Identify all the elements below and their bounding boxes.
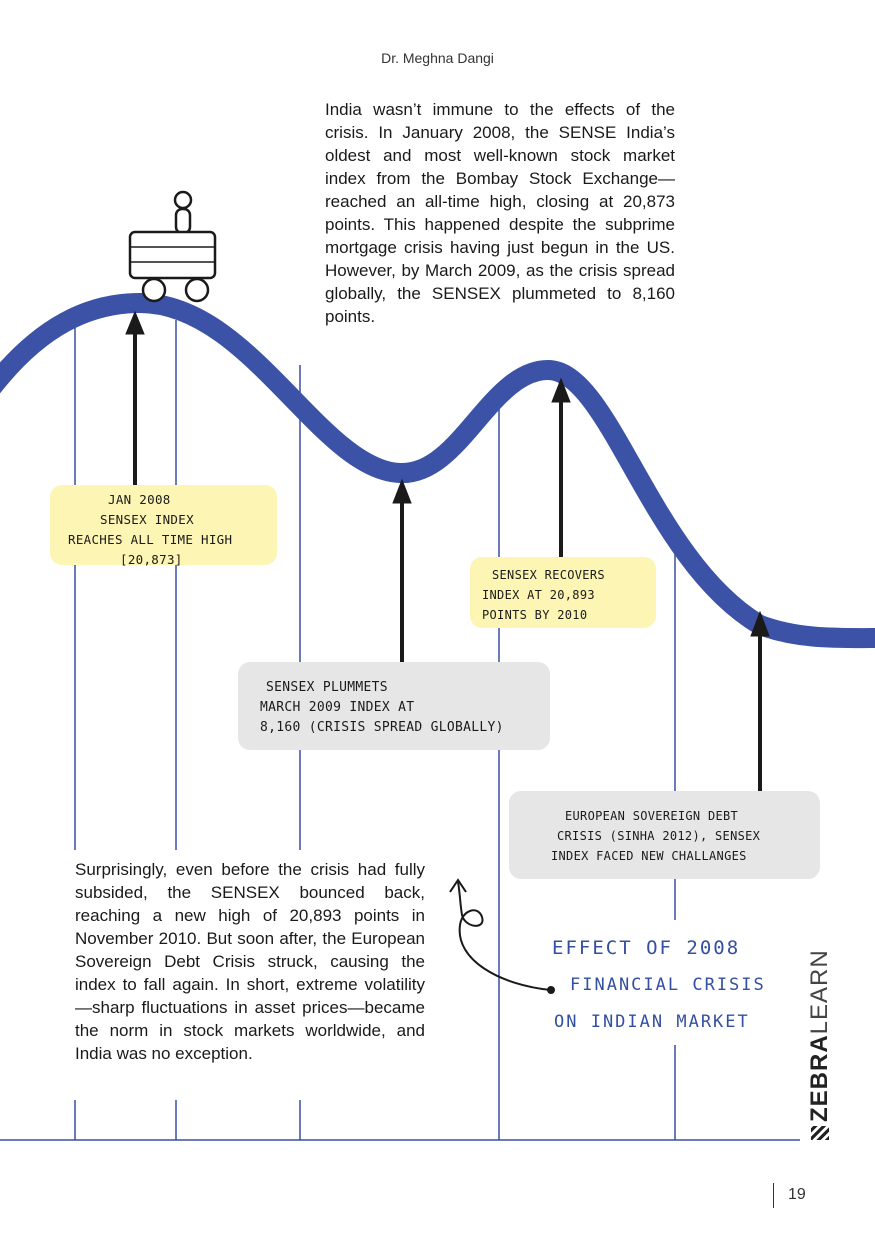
page-number: 19 xyxy=(788,1186,806,1203)
note-line: SENSEX RECOVERS xyxy=(492,568,605,582)
note-jan-2008 xyxy=(50,485,277,565)
brand-logo xyxy=(806,949,834,1140)
caption-line: FINANCIAL CRISIS xyxy=(570,975,766,995)
note-sensex-plummets xyxy=(238,662,550,750)
body-paragraph-top: India wasn’t immune to the effects of the crisis. In January 2008, the SENSE India’s oldest and most well-known stock market index from the Bombay Stock Exchange—reached an all-time high, closing at 20,873 points. This happened despite the subprime mortgage crisis having just begun in the US. However, by March 2009, as the crisis spread globally, the SENSEX plummeted to 8,160 points. xyxy=(325,100,675,326)
cart-wheel xyxy=(186,279,208,301)
body-paragraph-bottom: Surprisingly, even before the crisis had fully subsided, the SENSEX bounced back, reaching a new high of 20,893 points in November 2010. But soon after, the European Sovereign Debt Crisis struck, causing the index to fall again. In short, extreme volatility—sharp fluctuations in asset prices—became the norm in stock markets worldwide, and India was no exception. xyxy=(75,860,425,1063)
note-line: POINTS BY 2010 xyxy=(482,608,588,622)
cart-wheel xyxy=(143,279,165,301)
note-line: MARCH 2009 INDEX AT xyxy=(260,700,415,715)
caption-line: ON INDIAN MARKET xyxy=(554,1012,750,1032)
note-line: 8,160 (CRISIS SPREAD GLOBALLY) xyxy=(260,720,504,735)
author-name: Dr. Meghna Dangi xyxy=(381,50,494,66)
brand-light: LEARN xyxy=(806,949,833,1035)
arrowhead xyxy=(126,312,144,334)
sensex-wave xyxy=(0,303,875,638)
note-sensex-recovers xyxy=(470,557,656,628)
note-line: EUROPEAN SOVEREIGN DEBT xyxy=(565,809,739,823)
note-line: [20,873] xyxy=(120,552,183,567)
note-line: INDEX FACED NEW CHALLANGES xyxy=(551,849,747,863)
rider-body xyxy=(176,209,190,233)
arrowhead xyxy=(393,480,411,503)
curly-arrow-icon xyxy=(450,880,554,993)
note-line: CRISIS (SINHA 2012), SENSEX xyxy=(557,829,761,843)
brand-stripes-icon xyxy=(811,1126,829,1140)
note-line: SENSEX INDEX xyxy=(100,512,194,527)
footer-divider xyxy=(773,1183,774,1208)
brand-strong: ZEBRA xyxy=(806,1034,833,1122)
note-european-debt-crisis xyxy=(509,791,820,879)
note-line: SENSEX PLUMMETS xyxy=(266,680,388,695)
caption-line: EFFECT OF 2008 xyxy=(552,937,741,959)
rider-head xyxy=(175,192,191,208)
note-line: REACHES ALL TIME HIGH xyxy=(68,532,233,547)
figure-caption xyxy=(540,930,790,1041)
roller-coaster-cart-icon xyxy=(130,192,215,301)
note-line: JAN 2008 xyxy=(108,492,171,507)
cart-body xyxy=(130,232,215,278)
note-line: INDEX AT 20,893 xyxy=(482,588,595,602)
